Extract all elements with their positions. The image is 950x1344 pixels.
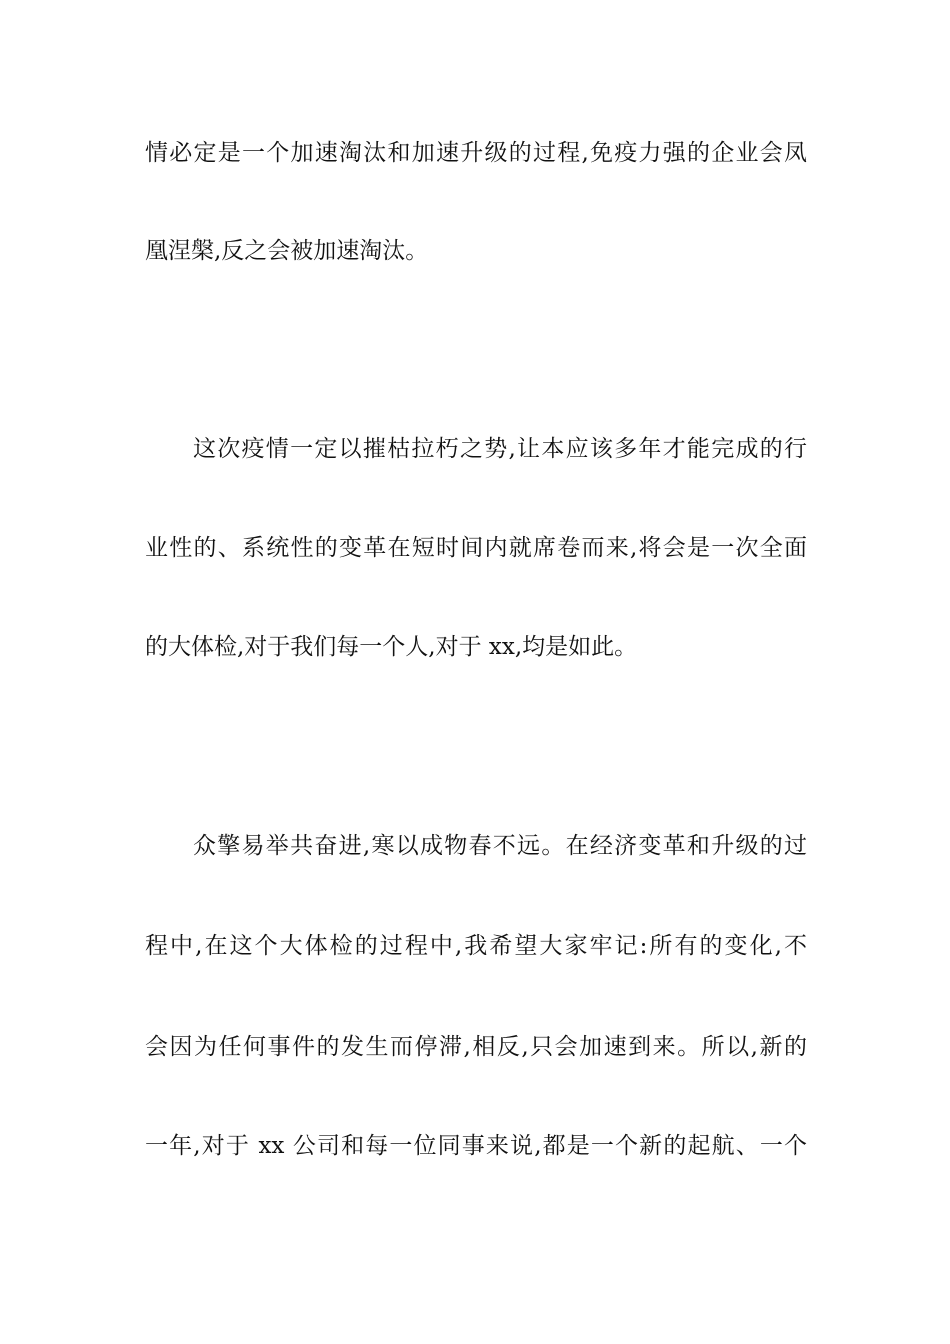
text-line: 的大体检,对于我们每一个人,对于 xx,均是如此。 xyxy=(145,634,638,660)
text-line: 凰涅槃,反之会被加速淘汰。 xyxy=(145,238,429,264)
text-line: 程中,在这个大体检的过程中,我希望大家牢记:所有的变化,不 xyxy=(145,933,807,959)
text-line: 会因为任何事件的发生而停滞,相反,只会加速到来。所以,新的 xyxy=(145,1034,807,1060)
text-line: 一年,对于 xx 公司和每一位同事来说,都是一个新的起航、一个 xyxy=(145,1133,807,1159)
text-line: 众擎易举共奋进,寒以成物春不远。在经济变革和升级的过 xyxy=(193,833,807,859)
text-line: 情必定是一个加速淘汰和加速升级的过程,免疫力强的企业会凤 xyxy=(145,140,807,166)
text-line: 业性的、系统性的变革在短时间内就席卷而来,将会是一次全面 xyxy=(145,535,807,561)
text-line: 这次疫情一定以摧枯拉朽之势,让本应该多年才能完成的行 xyxy=(193,436,807,462)
